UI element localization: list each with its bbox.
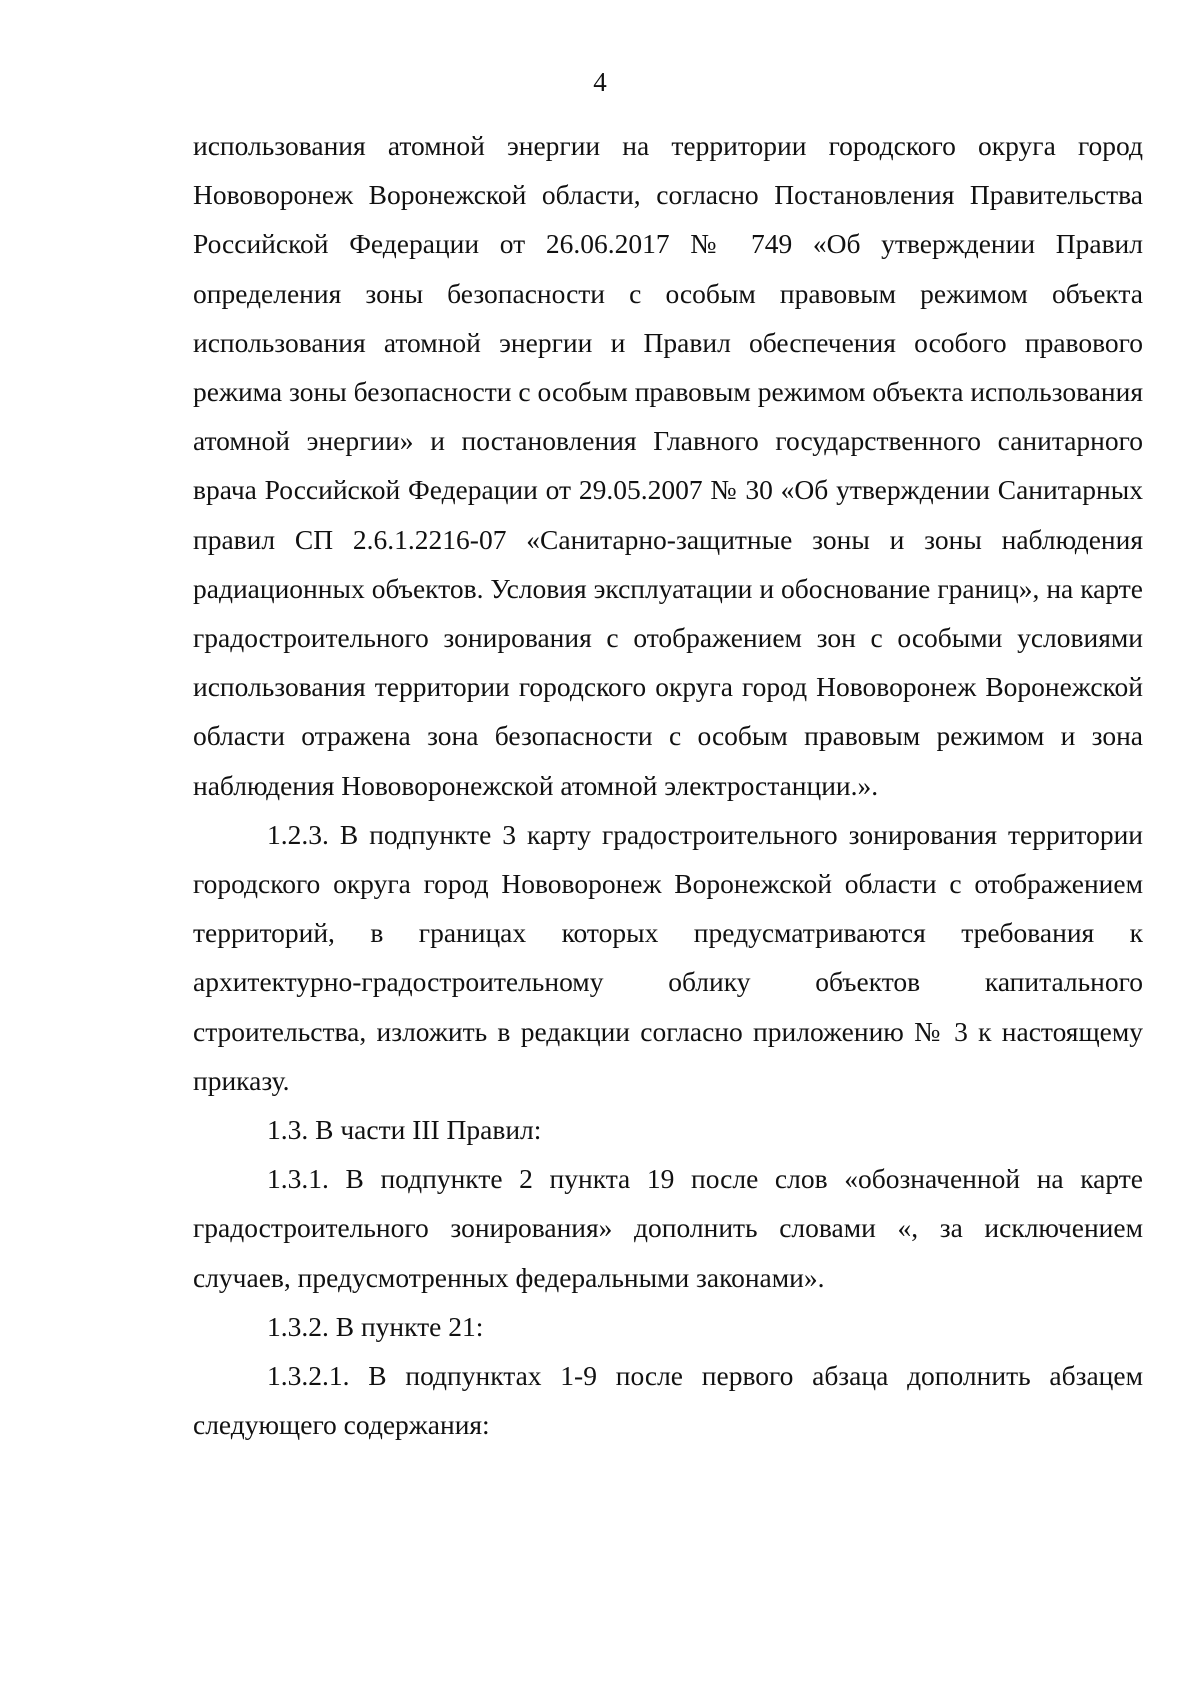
page-number: 4 [593, 67, 607, 97]
paragraph-1-3: 1.3. В части III Правил: [267, 1114, 542, 1146]
paragraph-1-3-2-1: 1.3.2.1. В подпунктах 1-9 после первого абзаца дополнить абзацем следующего содержания: [193, 1360, 1143, 1441]
paragraph-continuation: использования атомной энергии на территории городского округа город Нововоронеж Воронежской области, согласно Постановления Правительства Российской Федерации от 26.06.2017 № 749 «Об утверждении Правил определения зоны безопасности с особым правовым режимом объекта использования атомной энергии и Правил обеспечения особого правового режима зоны безопасности с особым правовым режимом объекта использования атомной энергии» и постановления Главного государственного санитарного врача Российской Федерации от 29.05.2007 № 30 «Об утверждении Санитарных правил СП 2.6.1.2216-07 «Санитарно-защитные зоны и зоны наблюдения радиационных объектов. Условия эксплуатации и обоснование границ», на карте градостроительного зонирования с отображением зон с особыми условиями использования территории городского округа город Нововоронеж Воронежской области отражена зона безопасности с особым правовым режимом и зона наблюдения Нововоронежской атомной электростанции.». [193, 130, 1143, 801]
paragraph-1-3-2: 1.3.2. В пункте 21: [267, 1310, 484, 1342]
document-body [193, 121, 1143, 1449]
paragraph-1-3-1: 1.3.1. В подпункте 2 пункта 19 после слов «обозначенной на карте градостроительного зонирования» дополнить словами «, за исключением случаев, предусмотренных федеральными законами». [193, 1163, 1143, 1293]
paragraph-1-2-3: 1.2.3. В подпункте 3 карту градостроительного зонирования территории городского округа город Нововоронеж Воронежской области с отображением территорий, в границах которых предусматриваются требования к архитектурно-градостроительному облику объектов капитального строительства, изложить в редакции согласно приложению № 3 к настоящему приказу. [193, 818, 1143, 1096]
